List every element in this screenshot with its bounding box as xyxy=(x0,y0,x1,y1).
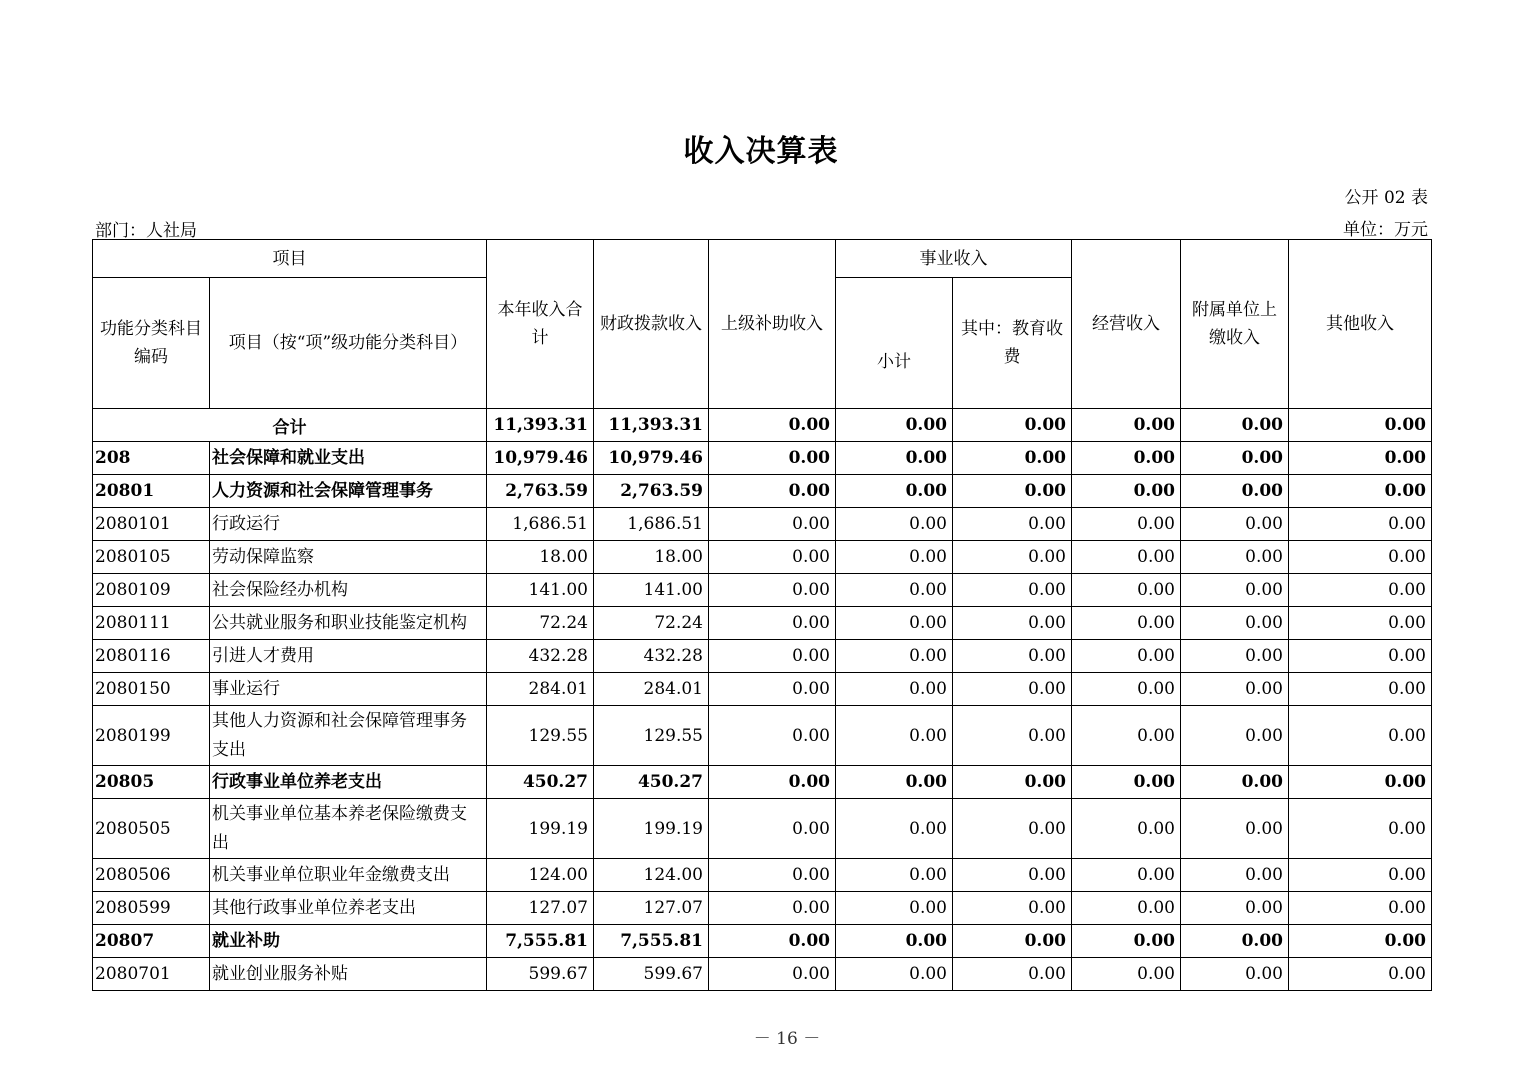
other-cell: 0.00 xyxy=(1289,799,1432,859)
header-fiscal: 财政拨款收入 xyxy=(594,240,709,409)
other-cell: 0.00 xyxy=(1289,958,1432,991)
fiscal-cell: 7,555.81 xyxy=(594,925,709,958)
other-cell: 0.00 xyxy=(1289,508,1432,541)
fiscal-cell: 127.07 xyxy=(594,892,709,925)
fiscal-cell: 432.28 xyxy=(594,640,709,673)
total-cell: 129.55 xyxy=(487,706,594,766)
affiliate-cell: 0.00 xyxy=(1181,859,1289,892)
code-cell: 2080599 xyxy=(93,892,210,925)
business-cell: 0.00 xyxy=(1072,799,1181,859)
name-cell: 引进人才费用 xyxy=(210,640,487,673)
other-cell: 0.00 xyxy=(1289,892,1432,925)
income-table xyxy=(92,239,1432,991)
code-cell: 20807 xyxy=(93,925,210,958)
career-subtotal-cell: 0.00 xyxy=(836,892,953,925)
name-cell: 社会保障和就业支出 xyxy=(210,442,487,475)
code-cell: 2080701 xyxy=(93,958,210,991)
header-name: 项目（按“项”级功能分类科目） xyxy=(210,278,487,409)
career-subtotal-cell: 0.00 xyxy=(836,925,953,958)
name-cell: 行政运行 xyxy=(210,508,487,541)
career-subtotal-cell: 0.00 xyxy=(836,673,953,706)
business-cell: 0.00 xyxy=(1072,607,1181,640)
name-cell: 其他人力资源和社会保障管理事务支出 xyxy=(210,706,487,766)
table-row xyxy=(93,766,1432,799)
affiliate-cell: 0.00 xyxy=(1181,892,1289,925)
superior-cell: 0.00 xyxy=(709,859,836,892)
total-cell: 450.27 xyxy=(487,766,594,799)
career-edu-cell: 0.00 xyxy=(953,892,1072,925)
affiliate-cell: 0.00 xyxy=(1181,541,1289,574)
superior-cell: 0.00 xyxy=(709,574,836,607)
unit-label: 单位：万元 xyxy=(1343,220,1428,240)
affiliate-cell: 0.00 xyxy=(1181,799,1289,859)
name-cell: 就业创业服务补贴 xyxy=(210,958,487,991)
total-row xyxy=(93,409,1432,442)
affiliate-cell: 0.00 xyxy=(1181,574,1289,607)
name-cell: 就业补助 xyxy=(210,925,487,958)
code-cell: 208 xyxy=(93,442,210,475)
business-cell: 0.00 xyxy=(1072,574,1181,607)
page-title: 收入决算表 xyxy=(683,134,839,169)
fiscal-cell: 141.00 xyxy=(594,574,709,607)
total-label: 合计 xyxy=(93,409,487,442)
code-cell: 2080505 xyxy=(93,799,210,859)
header-career: 事业收入 xyxy=(836,240,1072,278)
table-row xyxy=(93,799,1432,859)
name-cell: 劳动保障监察 xyxy=(210,541,487,574)
name-cell: 机关事业单位基本养老保险缴费支出 xyxy=(210,799,487,859)
career-subtotal-cell: 0.00 xyxy=(836,799,953,859)
business-cell: 0.00 xyxy=(1072,541,1181,574)
header-other: 其他收入 xyxy=(1289,240,1432,409)
affiliate-cell: 0.00 xyxy=(1181,958,1289,991)
fiscal-cell: 1,686.51 xyxy=(594,508,709,541)
superior-cell: 0.00 xyxy=(709,799,836,859)
fiscal-cell: 18.00 xyxy=(594,541,709,574)
business-cell: 0.00 xyxy=(1072,766,1181,799)
fiscal-cell: 124.00 xyxy=(594,859,709,892)
header-business: 经营收入 xyxy=(1072,240,1181,409)
business-cell: 0.00 xyxy=(1072,892,1181,925)
superior-cell: 0.00 xyxy=(709,892,836,925)
header-career-subtotal: 小计 xyxy=(836,278,953,409)
superior-cell: 0.00 xyxy=(709,766,836,799)
total-cell: 141.00 xyxy=(487,574,594,607)
business-cell: 0.00 xyxy=(1072,475,1181,508)
career-edu-cell: 0.00 xyxy=(953,673,1072,706)
superior-cell: 0.00 xyxy=(709,475,836,508)
superior-cell: 0.00 xyxy=(709,607,836,640)
total-cell: 2,763.59 xyxy=(487,475,594,508)
superior-cell: 0.00 xyxy=(709,508,836,541)
business-cell: 0.00 xyxy=(1072,508,1181,541)
career-edu-cell: 0.00 xyxy=(953,541,1072,574)
code-cell: 20801 xyxy=(93,475,210,508)
name-cell: 行政事业单位养老支出 xyxy=(210,766,487,799)
fiscal-cell: 450.27 xyxy=(594,766,709,799)
table-row xyxy=(93,925,1432,958)
table-row xyxy=(93,574,1432,607)
page-number: － 16 － xyxy=(753,1029,821,1049)
career-edu-cell: 0.00 xyxy=(953,958,1072,991)
superior-cell: 0.00 xyxy=(709,640,836,673)
total-cell: 11,393.31 xyxy=(487,409,594,442)
other-cell: 0.00 xyxy=(1289,673,1432,706)
name-cell: 人力资源和社会保障管理事务 xyxy=(210,475,487,508)
business-cell: 0.00 xyxy=(1072,640,1181,673)
career-subtotal-cell: 0.00 xyxy=(836,640,953,673)
header-code: 功能分类科目编码 xyxy=(93,278,210,409)
business-cell: 0.00 xyxy=(1072,925,1181,958)
fiscal-cell: 72.24 xyxy=(594,607,709,640)
career-subtotal-cell: 0.00 xyxy=(836,958,953,991)
code-cell: 2080101 xyxy=(93,508,210,541)
code-cell: 20805 xyxy=(93,766,210,799)
career-edu-cell: 0.00 xyxy=(953,925,1072,958)
total-cell: 7,555.81 xyxy=(487,925,594,958)
name-cell: 公共就业服务和职业技能鉴定机构 xyxy=(210,607,487,640)
superior-cell: 0.00 xyxy=(709,541,836,574)
table-row xyxy=(93,607,1432,640)
other-cell: 0.00 xyxy=(1289,607,1432,640)
career-edu-cell: 0.00 xyxy=(953,409,1072,442)
table-row xyxy=(93,958,1432,991)
fiscal-cell: 284.01 xyxy=(594,673,709,706)
superior-cell: 0.00 xyxy=(709,925,836,958)
affiliate-cell: 0.00 xyxy=(1181,673,1289,706)
header-item: 项目 xyxy=(93,240,487,278)
career-subtotal-cell: 0.00 xyxy=(836,409,953,442)
career-edu-cell: 0.00 xyxy=(953,859,1072,892)
career-subtotal-cell: 0.00 xyxy=(836,574,953,607)
superior-cell: 0.00 xyxy=(709,442,836,475)
affiliate-cell: 0.00 xyxy=(1181,475,1289,508)
name-cell: 社会保险经办机构 xyxy=(210,574,487,607)
fiscal-cell: 199.19 xyxy=(594,799,709,859)
total-cell: 1,686.51 xyxy=(487,508,594,541)
business-cell: 0.00 xyxy=(1072,859,1181,892)
superior-cell: 0.00 xyxy=(709,706,836,766)
header-career-edu: 其中：教育收费 xyxy=(953,278,1072,409)
affiliate-cell: 0.00 xyxy=(1181,409,1289,442)
other-cell: 0.00 xyxy=(1289,640,1432,673)
table-row xyxy=(93,508,1432,541)
fiscal-cell: 10,979.46 xyxy=(594,442,709,475)
total-cell: 432.28 xyxy=(487,640,594,673)
career-edu-cell: 0.00 xyxy=(953,766,1072,799)
other-cell: 0.00 xyxy=(1289,541,1432,574)
affiliate-cell: 0.00 xyxy=(1181,607,1289,640)
code-cell: 2080111 xyxy=(93,607,210,640)
table-row xyxy=(93,706,1432,766)
career-subtotal-cell: 0.00 xyxy=(836,607,953,640)
business-cell: 0.00 xyxy=(1072,706,1181,766)
fiscal-cell: 599.67 xyxy=(594,958,709,991)
header-affiliate: 附属单位上缴收入 xyxy=(1181,240,1289,409)
other-cell: 0.00 xyxy=(1289,706,1432,766)
total-cell: 124.00 xyxy=(487,859,594,892)
code-cell: 2080199 xyxy=(93,706,210,766)
career-edu-cell: 0.00 xyxy=(953,574,1072,607)
total-cell: 72.24 xyxy=(487,607,594,640)
table-row xyxy=(93,475,1432,508)
other-cell: 0.00 xyxy=(1289,859,1432,892)
career-edu-cell: 0.00 xyxy=(953,508,1072,541)
code-cell: 2080150 xyxy=(93,673,210,706)
total-cell: 10,979.46 xyxy=(487,442,594,475)
career-subtotal-cell: 0.00 xyxy=(836,475,953,508)
total-cell: 599.67 xyxy=(487,958,594,991)
affiliate-cell: 0.00 xyxy=(1181,706,1289,766)
form-number: 公开 02 表 xyxy=(1344,188,1428,208)
business-cell: 0.00 xyxy=(1072,409,1181,442)
table-row xyxy=(93,640,1432,673)
affiliate-cell: 0.00 xyxy=(1181,925,1289,958)
affiliate-cell: 0.00 xyxy=(1181,508,1289,541)
career-subtotal-cell: 0.00 xyxy=(836,766,953,799)
business-cell: 0.00 xyxy=(1072,442,1181,475)
career-subtotal-cell: 0.00 xyxy=(836,859,953,892)
career-subtotal-cell: 0.00 xyxy=(836,706,953,766)
affiliate-cell: 0.00 xyxy=(1181,640,1289,673)
superior-cell: 0.00 xyxy=(709,409,836,442)
career-edu-cell: 0.00 xyxy=(953,640,1072,673)
superior-cell: 0.00 xyxy=(709,673,836,706)
total-cell: 127.07 xyxy=(487,892,594,925)
code-cell: 2080506 xyxy=(93,859,210,892)
table-row xyxy=(93,892,1432,925)
other-cell: 0.00 xyxy=(1289,475,1432,508)
other-cell: 0.00 xyxy=(1289,442,1432,475)
other-cell: 0.00 xyxy=(1289,766,1432,799)
total-cell: 18.00 xyxy=(487,541,594,574)
affiliate-cell: 0.00 xyxy=(1181,442,1289,475)
header-total: 本年收入合计 xyxy=(487,240,594,409)
total-cell: 284.01 xyxy=(487,673,594,706)
name-cell: 其他行政事业单位养老支出 xyxy=(210,892,487,925)
name-cell: 机关事业单位职业年金缴费支出 xyxy=(210,859,487,892)
career-subtotal-cell: 0.00 xyxy=(836,508,953,541)
header-superior: 上级补助收入 xyxy=(709,240,836,409)
table-row xyxy=(93,673,1432,706)
fiscal-cell: 11,393.31 xyxy=(594,409,709,442)
business-cell: 0.00 xyxy=(1072,673,1181,706)
career-subtotal-cell: 0.00 xyxy=(836,541,953,574)
other-cell: 0.00 xyxy=(1289,574,1432,607)
career-edu-cell: 0.00 xyxy=(953,706,1072,766)
other-cell: 0.00 xyxy=(1289,925,1432,958)
superior-cell: 0.00 xyxy=(709,958,836,991)
code-cell: 2080109 xyxy=(93,574,210,607)
career-subtotal-cell: 0.00 xyxy=(836,442,953,475)
career-edu-cell: 0.00 xyxy=(953,607,1072,640)
code-cell: 2080116 xyxy=(93,640,210,673)
total-cell: 199.19 xyxy=(487,799,594,859)
table-row xyxy=(93,859,1432,892)
department-label: 部门：人社局 xyxy=(95,221,197,241)
business-cell: 0.00 xyxy=(1072,958,1181,991)
fiscal-cell: 129.55 xyxy=(594,706,709,766)
other-cell: 0.00 xyxy=(1289,409,1432,442)
affiliate-cell: 0.00 xyxy=(1181,766,1289,799)
fiscal-cell: 2,763.59 xyxy=(594,475,709,508)
code-cell: 2080105 xyxy=(93,541,210,574)
career-edu-cell: 0.00 xyxy=(953,442,1072,475)
name-cell: 事业运行 xyxy=(210,673,487,706)
career-edu-cell: 0.00 xyxy=(953,799,1072,859)
table-row xyxy=(93,541,1432,574)
career-edu-cell: 0.00 xyxy=(953,475,1072,508)
table-row xyxy=(93,442,1432,475)
